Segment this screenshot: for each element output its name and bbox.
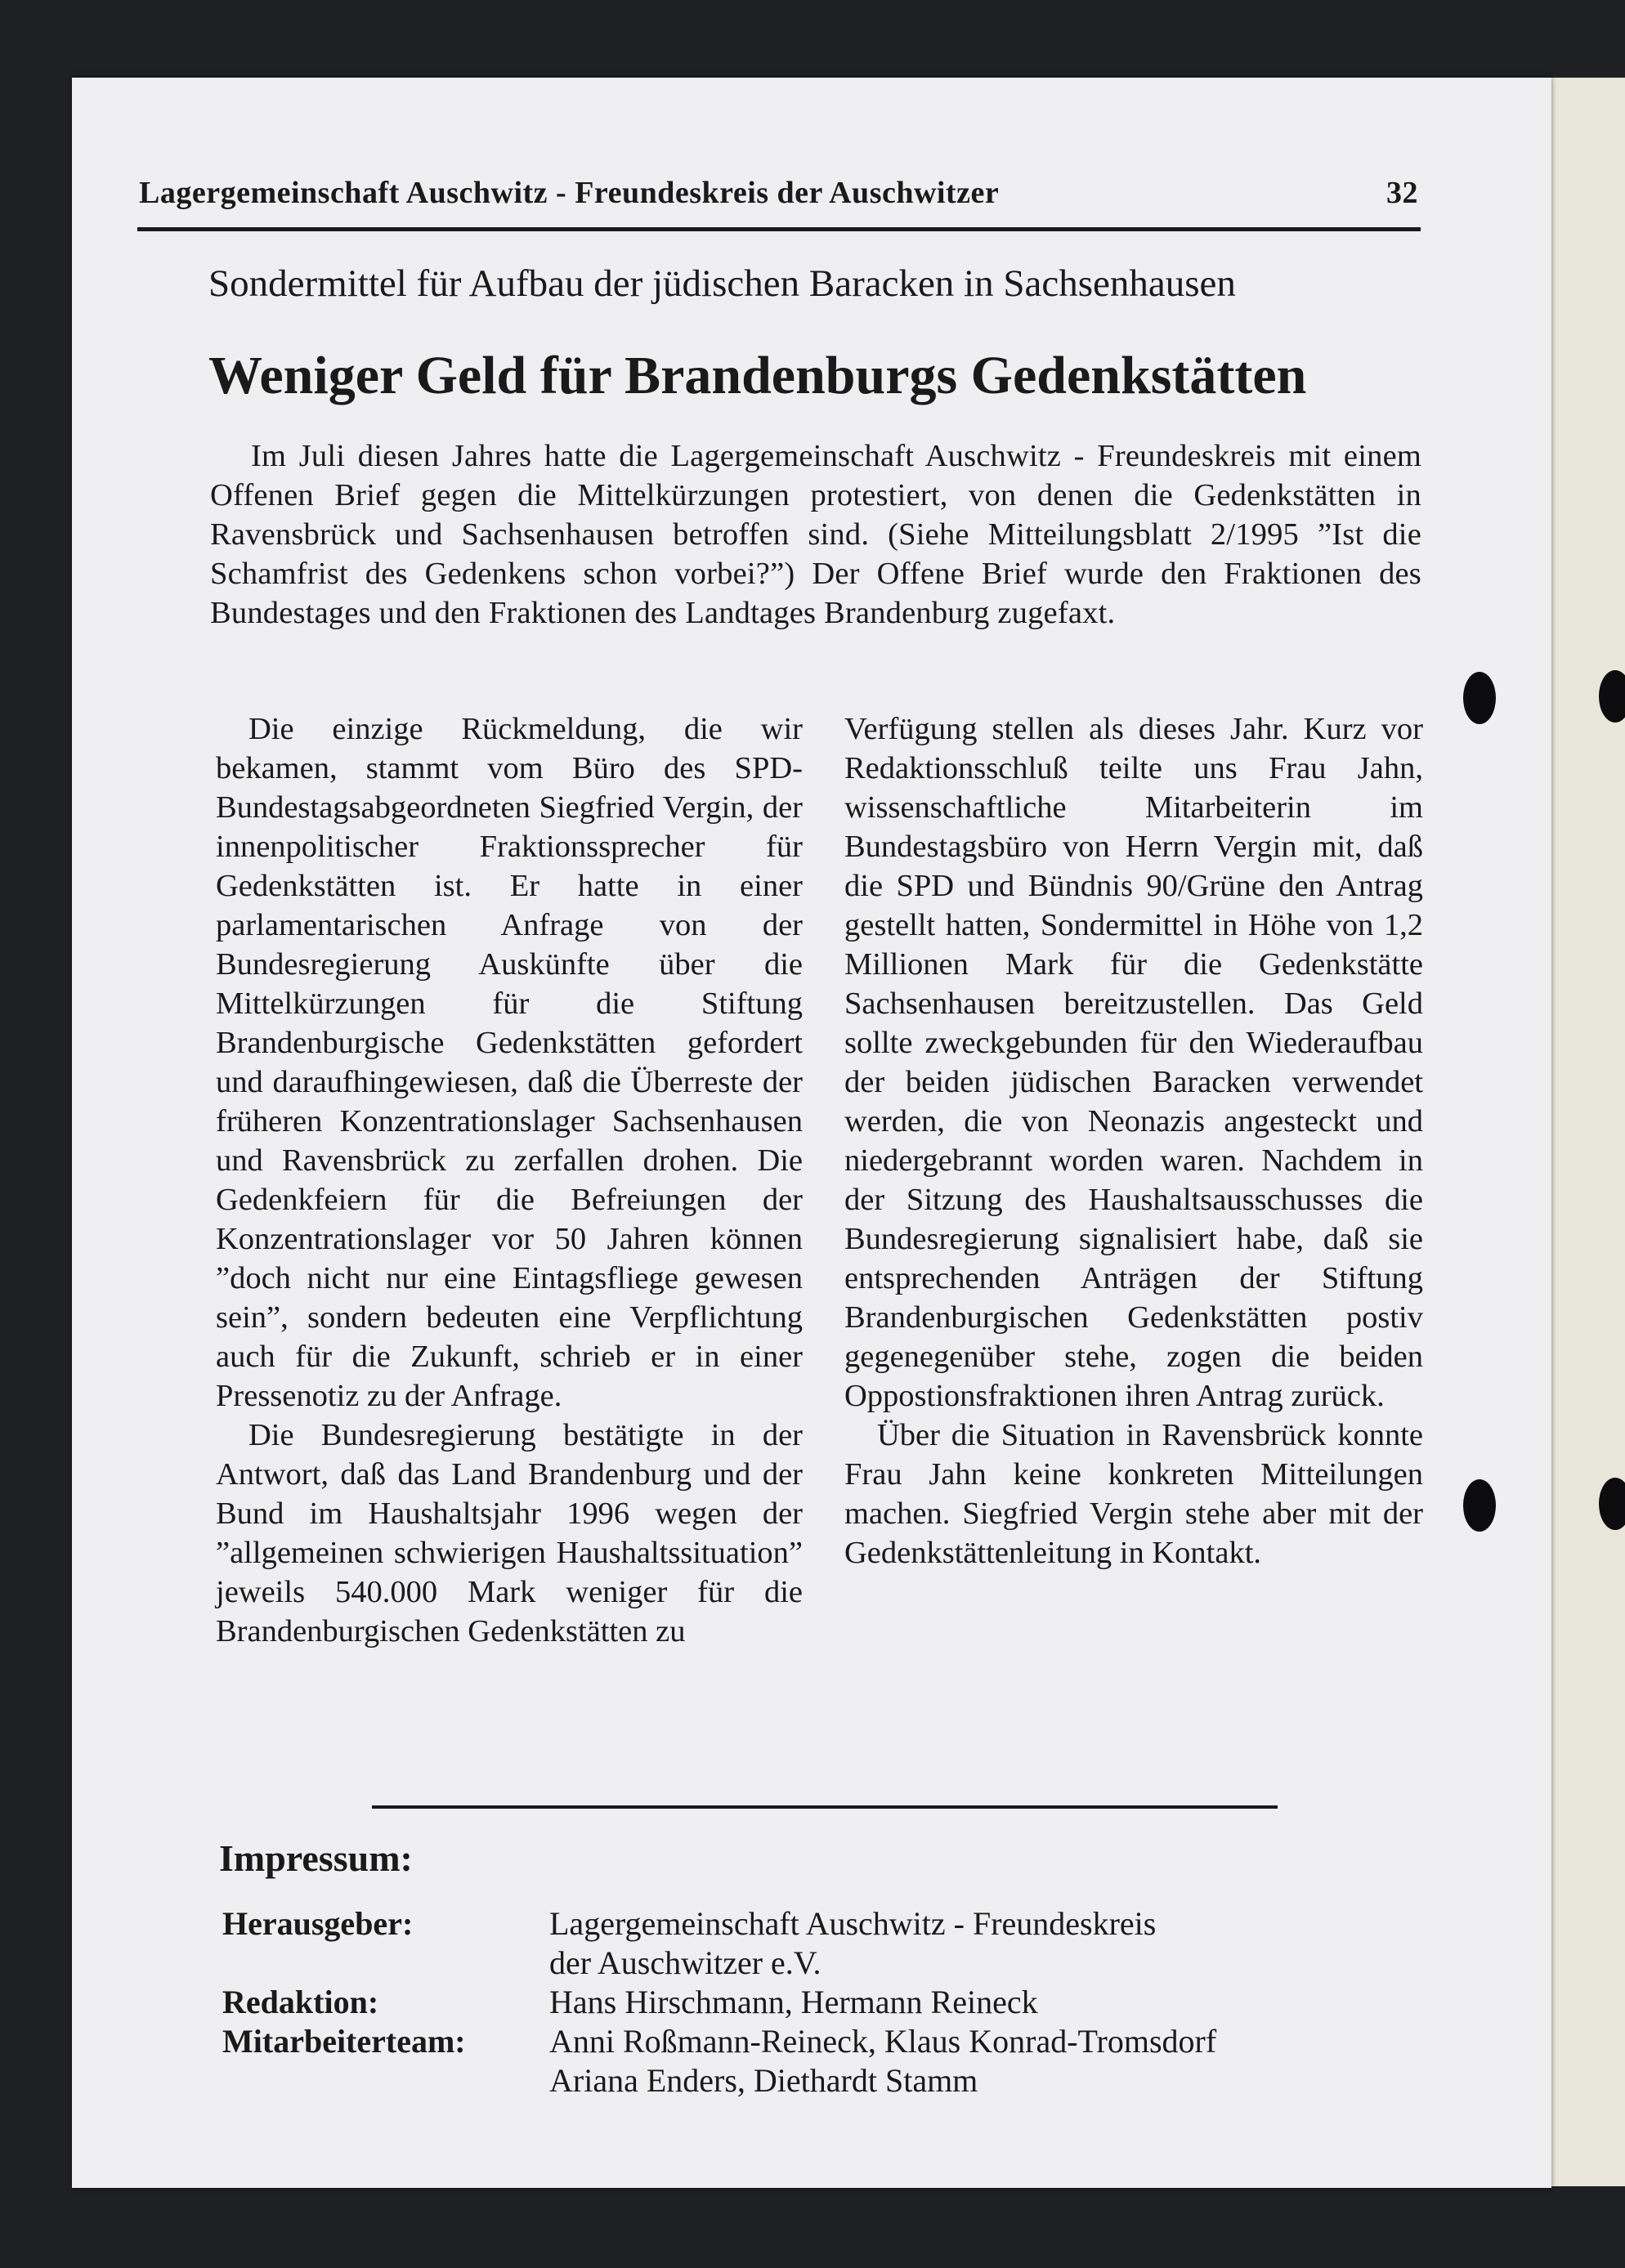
section-divider — [372, 1805, 1278, 1809]
adjacent-page-edge — [1549, 78, 1625, 2186]
running-header — [139, 175, 1418, 211]
impressum-value: Lagergemeinschaft Auschwitz - Freundeskreis der Auschwitzer e.V. — [549, 1905, 1157, 1981]
page-number: 32 — [1386, 176, 1418, 210]
impressum-label: Redaktion: — [222, 1984, 379, 2020]
punch-hole-icon — [1463, 1479, 1496, 1532]
running-header-title: Lagergemeinschaft Auschwitz - Freundeskreis der Auschwitzer — [139, 176, 1000, 210]
impressum-value: Anni Roßmann-Reineck, Klaus Konrad-Tromsdorf Ariana Enders, Diethardt Stamm — [549, 2023, 1217, 2099]
article-kicker: Sondermittel für Aufbau der jüdischen Baracken in Sachsenhausen — [208, 262, 1236, 305]
article-headline: Weniger Geld für Brandenburgs Gedenkstätten — [208, 346, 1307, 405]
punch-hole-icon — [1599, 670, 1625, 722]
impressum-label: Mitarbeiterteam: — [222, 2023, 466, 2060]
body-paragraph: Die einzige Rückmeldung, die wir bekamen, stammt vom Büro des SPD-Bundestagsabgeordneten Siegfried Vergin, der innenpolitischer Fraktionssprecher für Gedenkstätten ist. Er hatte in einer parlamentarischen Anfrage von der Bundesregierung Auskünfte über die Mittelkürzungen für die Stiftung Brandenburgische Gedenkstätten gefordert und daraufhingewiesen, daß die Überreste der früheren Konzentrationslager Sachsenhausen und Ravensbrück zu zerfallen drohen. Die Gedenkfeiern für die Befreiungen der Konzentrationslager vor 50 Jahren können ”doch nicht nur eine Eintagsfliege gewesen sein”, sondern bedeuten eine Verpflichtung auch für die Zukunft, schrieb er in einer Pressenotiz zu der Anfrage. — [216, 712, 803, 1413]
punch-hole-icon — [1463, 672, 1496, 724]
lead-paragraph: Im Juli diesen Jahres hatte die Lagergemeinschaft Auschwitz - Freundeskreis mit einem Offenen Brief gegen die Mittelkürzungen protestiert, von denen die Gedenkstätten in Ravensbrück und Sachsenhausen betroffen sind. (Siehe Mitteilungsblatt 2/1995 ”Ist die Schamfrist des Gedenkens schon vorbei?”) Der Offene Brief wurde den Fraktionen des Bundestages und den Fraktionen des Landtages Brandenburg zugefaxt. — [210, 439, 1421, 630]
article-column-left — [216, 709, 803, 1651]
article-lead — [210, 436, 1421, 633]
impressum-table — [222, 1904, 1408, 2100]
impressum-value: Hans Hirschmann, Hermann Reineck — [549, 1984, 1038, 2020]
impressum-title: Impressum: — [219, 1837, 413, 1879]
header-rule — [137, 227, 1421, 231]
article-column-right — [844, 709, 1423, 1572]
body-paragraph: Die Bundesregierung bestätigte in der Antwort, daß das Land Brandenburg und der Bund im Haushaltsjahr 1996 wegen der ”allgemeinen schwierigen Haushaltssituation” jeweils 540.000 Mark weniger für die Brandenburgischen Gedenkstätten zu — [216, 1418, 803, 1648]
body-paragraph: Über die Situation in Ravensbrück konnte Frau Jahn keine konkreten Mitteilungen machen. Siegfried Vergin stehe aber mit der Gedenkstättenleitung in Kontakt. — [844, 1418, 1423, 1570]
impressum-label: Herausgeber: — [222, 1905, 414, 1942]
punch-hole-icon — [1599, 1478, 1625, 1530]
body-paragraph: Verfügung stellen als dieses Jahr. Kurz vor Redaktionsschluß teilte uns Frau Jahn, wissenschaftliche Mitarbeiterin im Bundestagsbüro von Herrn Vergin mit, daß die SPD und Bündnis 90/Grüne den Antrag gestellt hatten, Sondermittel in Höhe von 1,2 Millionen Mark für die Gedenkstätte Sachsenhausen bereitzustellen. Das Geld sollte zweckgebunden für den Wiederaufbau der beiden jüdischen Baracken verwendet werden, die von Neonazis angesteckt und niedergebrannt worden waren. Nachdem in der Sitzung des Haushaltsausschusses die Bundesregierung signalisiert habe, daß sie entsprechenden Anträgen der Stiftung Brandenburgischen Gedenkstätten postiv gegenegenüber stehe, zogen die beiden Oppostionsfraktionen ihren Antrag zurück. — [844, 712, 1423, 1413]
